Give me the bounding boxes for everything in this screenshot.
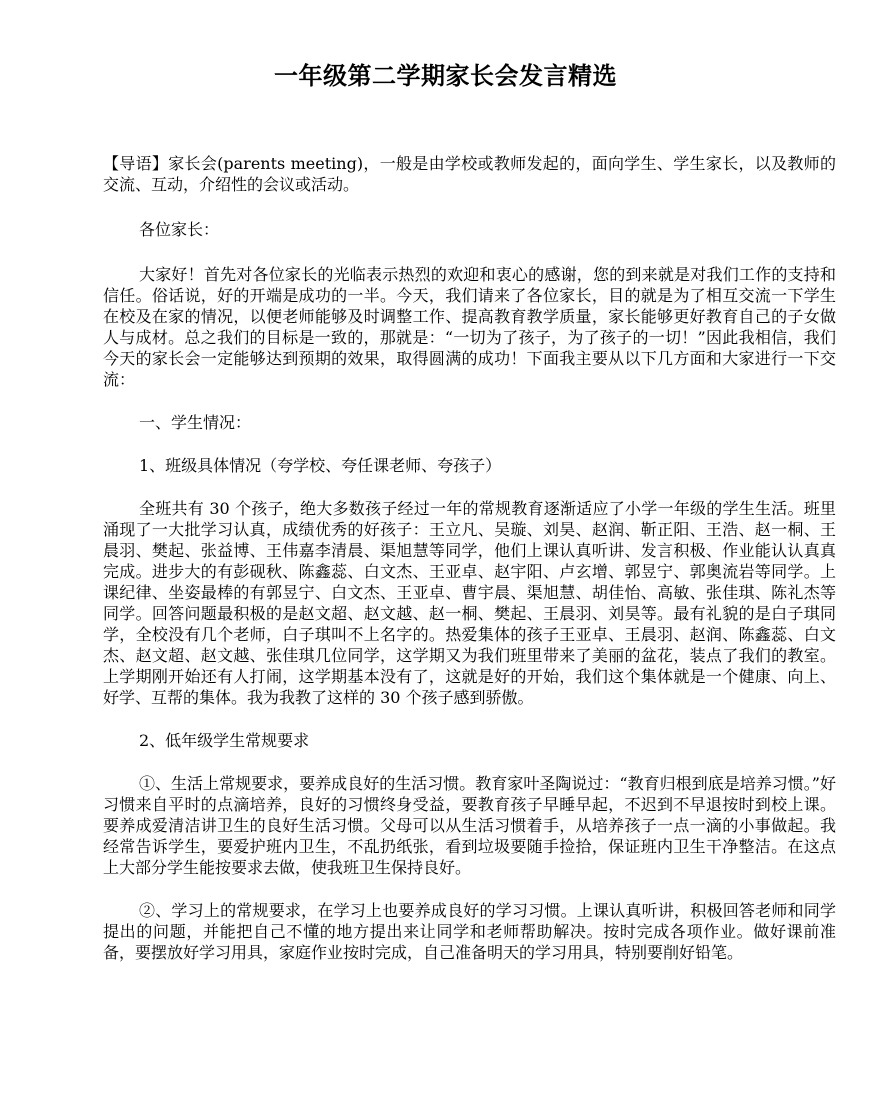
- subsection-heading: 1、班级具体情况（夸学校、夸任课老师、夸孩子）: [139, 456, 502, 475]
- document-title: 一年级第二学期家长会发言精选: [274, 61, 617, 90]
- body-paragraph: 大家好！首先对各位家长的光临表示热烈的欢迎和衷心的感谢，您的到来就是对我们工作的支持和信任。俗话说，好的开端是成功的一半。今天，我们请来了各位家长，目的就是为了相互交流一下学生在校及在家的情况，以便老师能够及时调整工作、提高教育教学质量，家长能够更好教育自己的子女做人与成材。总之我们的目标是一致的，那就是：“一切为了孩子，为了孩子的一切！”因此我相信，我们今天的家长会一定能够达到预期的效果，取得圆满的成功！下面我主要从以下几方面和大家进行一下交流：: [103, 265, 836, 389]
- greeting: 各位家长：: [139, 220, 220, 239]
- body-paragraph: ②、学习上的常规要求，在学习上也要养成良好的学习习惯。上课认真听讲，积极回答老师和同学提出的问题，并能把自己不懂的地方提出来让同学和老师帮助解决。按时完成各项作业。做好课前准备，要摆放好学习用具，家庭作业按时完成，自己准备明天的学习用具，特别要削好铅笔。: [103, 901, 836, 962]
- section-heading: 一、学生情况：: [139, 413, 252, 432]
- intro-paragraph: 【导语】家长会(parents meeting)，一般是由学校或教师发起的，面向学生、学生家长，以及教师的交流、互动，介绍性的会议或活动。: [103, 154, 836, 194]
- body-paragraph: 全班共有 30 个孩子，绝大多数孩子经过一年的常规教育逐渐适应了小学一年级的学生生活。班里涌现了一大批学习认真，成绩优秀的好孩子：王立凡、吴璇、刘昊、赵润、靳正阳、王浩、赵一桐、王晨羽、樊起、张益博、王伟嘉李清晨、渠旭慧等同学，他们上课认真听讲、发言积极、作业能认认真真完成。进步大的有彭砚秋、陈鑫蕊、白文杰、王亚卓、赵宇阳、卢玄增、郭昱宁、郭奥流岩等同学。上课纪律、坐姿最棒的有郭昱宁、白文杰、王亚卓、曹宇晨、渠旭慧、胡佳怡、高敏、张佳琪、陈礼杰等同学。回答问题最积极的是赵文超、赵文越、赵一桐、樊起、王晨羽、刘昊等。最有礼貌的是白子琪同学，全校没有几个老师，白子琪叫不上名字的。热爱集体的孩子王亚卓、王晨羽、赵润、陈鑫蕊、白文杰、赵文超、赵文越、张佳琪几位同学，这学期又为我们班里带来了美丽的盆花，装点了我们的教室。上学期刚开始还有人打闹，这学期基本没有了，这就是好的开始，我们这个集体就是一个健康、向上、好学、互帮的集体。我为我教了这样的 30 个孩子感到骄傲。: [103, 499, 836, 707]
- subsection-heading: 2、低年级学生常规要求: [139, 731, 310, 750]
- body-paragraph: ①、生活上常规要求，要养成良好的生活习惯。教育家叶圣陶说过：“教育归根到底是培养习惯。”好习惯来自平时的点滴培养，良好的习惯终身受益，要教育孩子早睡早起，不迟到不早退按时到校上课。要养成爱清洁讲卫生的良好生活习惯。父母可以从生活习惯着手，从培养孩子一点一滴的小事做起。我经常告诉学生，要爱护班内卫生，不乱扔纸张，看到垃圾要随手捡拾，保证班内卫生干净整洁。在这点上大部分学生能按要求去做，使我班卫生保持良好。: [103, 774, 836, 877]
- document-body: [103, 153, 836, 963]
